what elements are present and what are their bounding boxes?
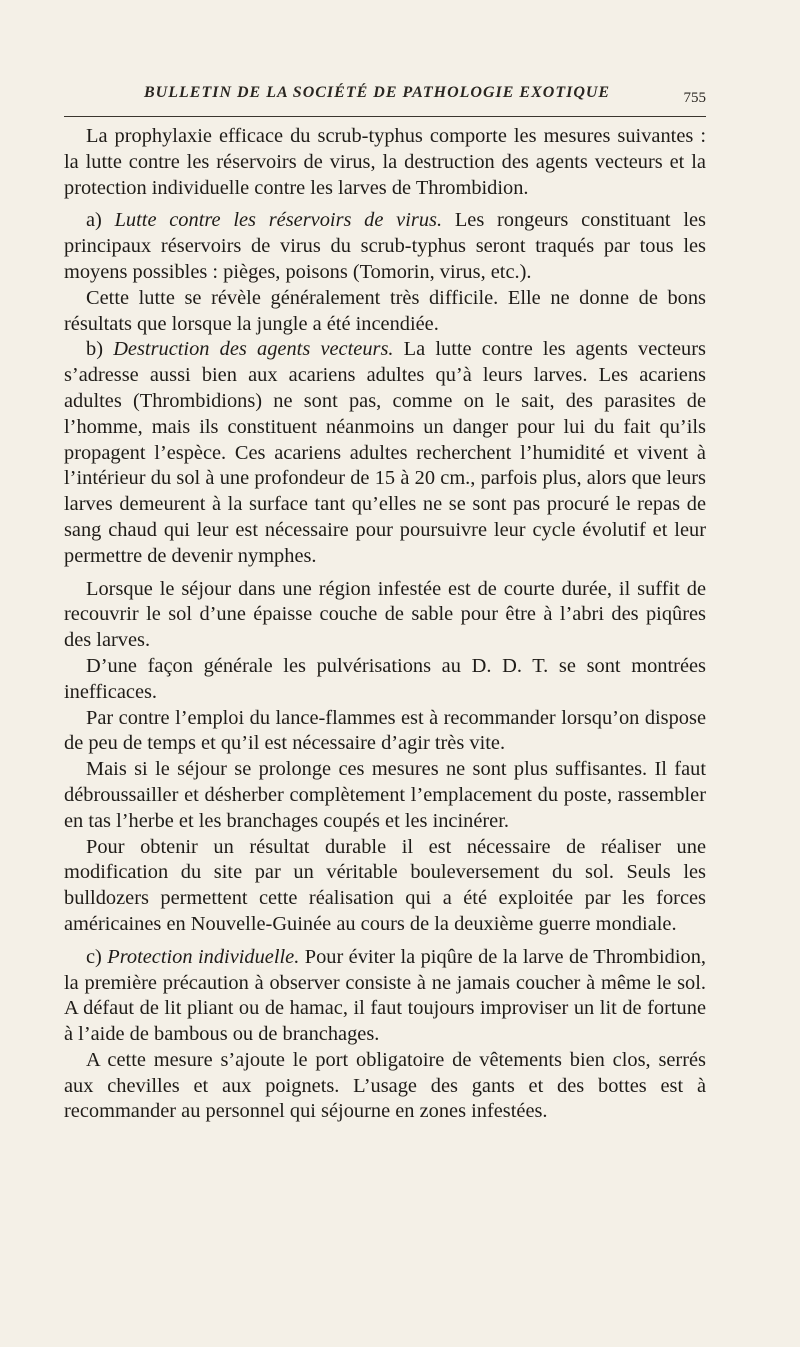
section-heading: Destruction des agents vecteurs.: [113, 338, 394, 361]
paragraph-text: Lorsque le séjour dans une région infestée est de courte durée, il suffit de recouvrir le sol d’une épaisse couche de sable pour être à l’abri des piqûres des larves.: [64, 577, 706, 652]
running-header: [64, 84, 706, 114]
paragraph: [64, 124, 706, 201]
paragraph: [64, 1048, 706, 1125]
paragraph-text: Mais si le séjour se prolonge ces mesures ne sont plus suffisantes. Il faut débroussailler et désherber complètement l’emplacement du poste, rassembler en tas l’herbe et les branchages coupés et les incinérer.: [64, 758, 706, 832]
paragraph-text: Cette lutte se révèle généralement très difficile. Elle ne donne de bons résultats que lorsque la jungle a été incendiée.: [64, 286, 706, 335]
header-rule: [64, 116, 706, 117]
paragraph-text: A cette mesure s’ajoute le port obligatoire de vêtements bien clos, serrés aux chevilles et aux poignets. L’usage des gants et des bottes est à recommander au personnel qui séjourne en zones infestées.: [64, 1048, 706, 1123]
paragraph-section-a: [64, 208, 706, 285]
paragraph-text: Les rongeurs constituant les principaux réservoirs de virus du scrub-typhus seront traqués par tous les moyens possibles : pièges, poisons (Tomorin, virus, etc.).: [64, 209, 706, 283]
section-marker: c): [86, 945, 108, 968]
paragraph-section-b: [64, 337, 706, 569]
paragraph-text: La lutte contre les agents vecteurs s’adresse aussi bien aux acariens adultes qu’à leurs larves. Les acariens adultes (Thrombidions) ne sont pas, comme on le sait, des parasites de l’homme, mais ils constituent néanmoins un danger pour lui du fait qu’ils propagent l’espèce. Ces acariens adultes recherchent l’humidité et vivent à l’intérieur du sol à une profondeur de 15 à 20 cm., parfois plus, alors que leurs larves demeurent à la surface tant qu’elles ne se sont pas procuré le repas de sang chaud qui leur est nécessaire pour poursuivre leur cycle évolutif et leur permettre de devenir nymphes.: [64, 338, 706, 567]
paragraph-text: Pour obtenir un résultat durable il est nécessaire de réaliser une modification du site par un véritable bouleversement du sol. Seuls les bulldozers permettent cette réalisation qui a été exploitée par les forces américaines en Nouvelle-Guinée au cours de la deuxième guerre mondiale.: [64, 835, 706, 935]
paragraph-text: D’une façon générale les pulvérisations au D. D. T. se sont montrées inefficaces.: [64, 654, 706, 703]
article-body: [64, 124, 706, 1125]
section-heading: Protection individuelle.: [107, 945, 300, 968]
paragraph-section-c: [64, 945, 706, 1048]
paragraph: [64, 835, 706, 938]
section-heading: Lutte contre les réservoirs de virus.: [114, 209, 443, 232]
section-marker: b): [86, 338, 114, 361]
section-marker: a): [86, 209, 115, 232]
paragraph: [64, 706, 706, 758]
paragraph: [64, 577, 706, 654]
paragraph-text: La prophylaxie efficace du scrub-typhus comporte les mesures suivantes : la lutte contre les réservoirs de virus, la destruction des agents vecteurs et la protection individuelle contre les larves de Thrombidion.: [64, 125, 706, 199]
paragraph: [64, 286, 706, 338]
paragraph: [64, 654, 706, 706]
paragraph-text: Pour éviter la piqûre de la larve de Thrombidion, la première précaution à observer consiste à ne jamais coucher à même le sol. A défaut de lit pliant ou de hamac, il faut toujours improviser un lit de fortune à l’aide de bambous ou de branchages.: [64, 945, 706, 1046]
journal-title: BULLETIN DE LA SOCIÉTÉ DE PATHOLOGIE EXOTIQUE: [144, 84, 611, 101]
paragraph-text: Par contre l’emploi du lance-flammes est à recommander lorsqu’on dispose de peu de temps et qu’il est nécessaire d’agir très vite.: [64, 706, 706, 755]
page-number: 755: [683, 90, 706, 106]
paragraph: [64, 757, 706, 834]
